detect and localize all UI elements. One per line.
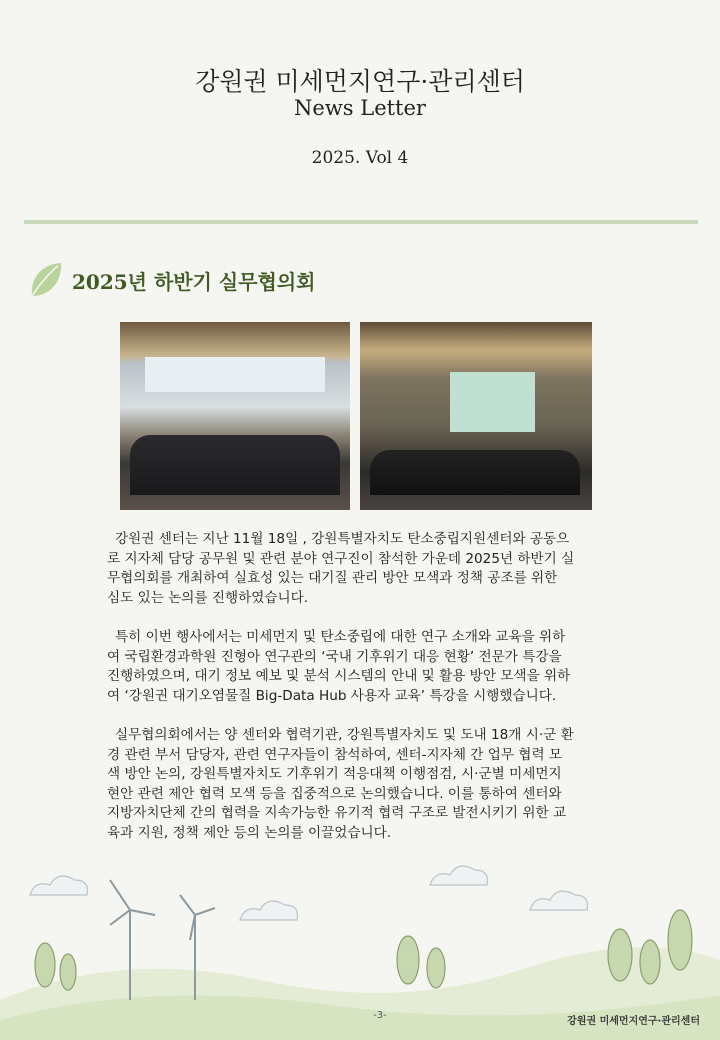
paragraph-line: 진행하였으며, 대기 정보 예보 및 분석 시스템의 안내 및 활용 방안 모색을 위하: [107, 668, 571, 685]
divider: [24, 220, 698, 224]
paragraph-line: 여 국립환경과학원 진형아 연구관의 ‘국내 기후위기 대응 현황’ 전문가 특강을: [107, 648, 562, 665]
paragraph-line: 강원권 센터는 지난 11월 18일 , 강원특별자치도 탄소중립지원센터와 공동으: [115, 531, 570, 547]
paragraph-line: 색 방안 논의, 강원특별자치도 기후위기 적응대책 이행점검, 시·군별 미세먼지: [107, 766, 562, 783]
paragraph-line: 육과 지원, 정책 제안 등의 논의를 이끌었습니다.: [107, 824, 392, 841]
volume-label: 2025. Vol 4: [311, 148, 409, 168]
paragraph: [107, 628, 667, 706]
paragraph-line: 무협의회를 개최하여 실효성 있는 대기질 관리 방안 모색과 정책 공조를 위한: [107, 570, 558, 587]
footer-org-name: 강원권 미세먼지연구·관리센터: [567, 1016, 700, 1027]
lecture-photo: [360, 322, 592, 510]
section-title: 2025년 하반기 실무협의회: [72, 270, 316, 294]
newsletter-title: 강원권 미세먼지연구·관리센터: [195, 67, 525, 96]
paragraph-line: 특히 이번 행사에서는 미세먼지 및 탄소중립에 대한 연구 소개와 교육을 위하: [115, 628, 566, 645]
page-number: -3-: [373, 1010, 387, 1021]
meeting-group-photo: [120, 322, 350, 510]
newsletter-subtitle: News Letter: [294, 96, 426, 120]
paragraph: [107, 530, 667, 608]
paragraph-line: 로 지자체 담당 공무원 및 관련 분야 연구진이 참석한 가운데 2025년 하반기 실: [107, 550, 575, 567]
paragraph-line: 현안 관련 제안 협력 모색 등을 집중적으로 논의했습니다. 이를 통하여 센터와: [107, 785, 562, 802]
paragraph-line: 여 ‘강원권 대기오염물질 Big-Data Hub 사용자 교육’ 특강을 시행했습니다.: [107, 687, 557, 704]
paragraph-line: 경 관련 부서 담당자, 관련 연구자들이 참석하여, 센터-지자체 간 업무 협력 모: [107, 746, 563, 763]
paragraph-line: 심도 있는 논의를 진행하였습니다.: [107, 589, 309, 606]
article-body: [107, 530, 667, 863]
leaf-icon: [28, 260, 64, 300]
paragraph: [107, 726, 667, 844]
paragraph-line: 지방자치단체 간의 협력을 지속가능한 유기적 협력 구조로 발전시키기 위한 교: [107, 805, 567, 822]
paragraph-line: 실무협의회에서는 양 센터와 협력기관, 강원특별자치도 및 도내 18개 시·군 환: [115, 726, 574, 743]
